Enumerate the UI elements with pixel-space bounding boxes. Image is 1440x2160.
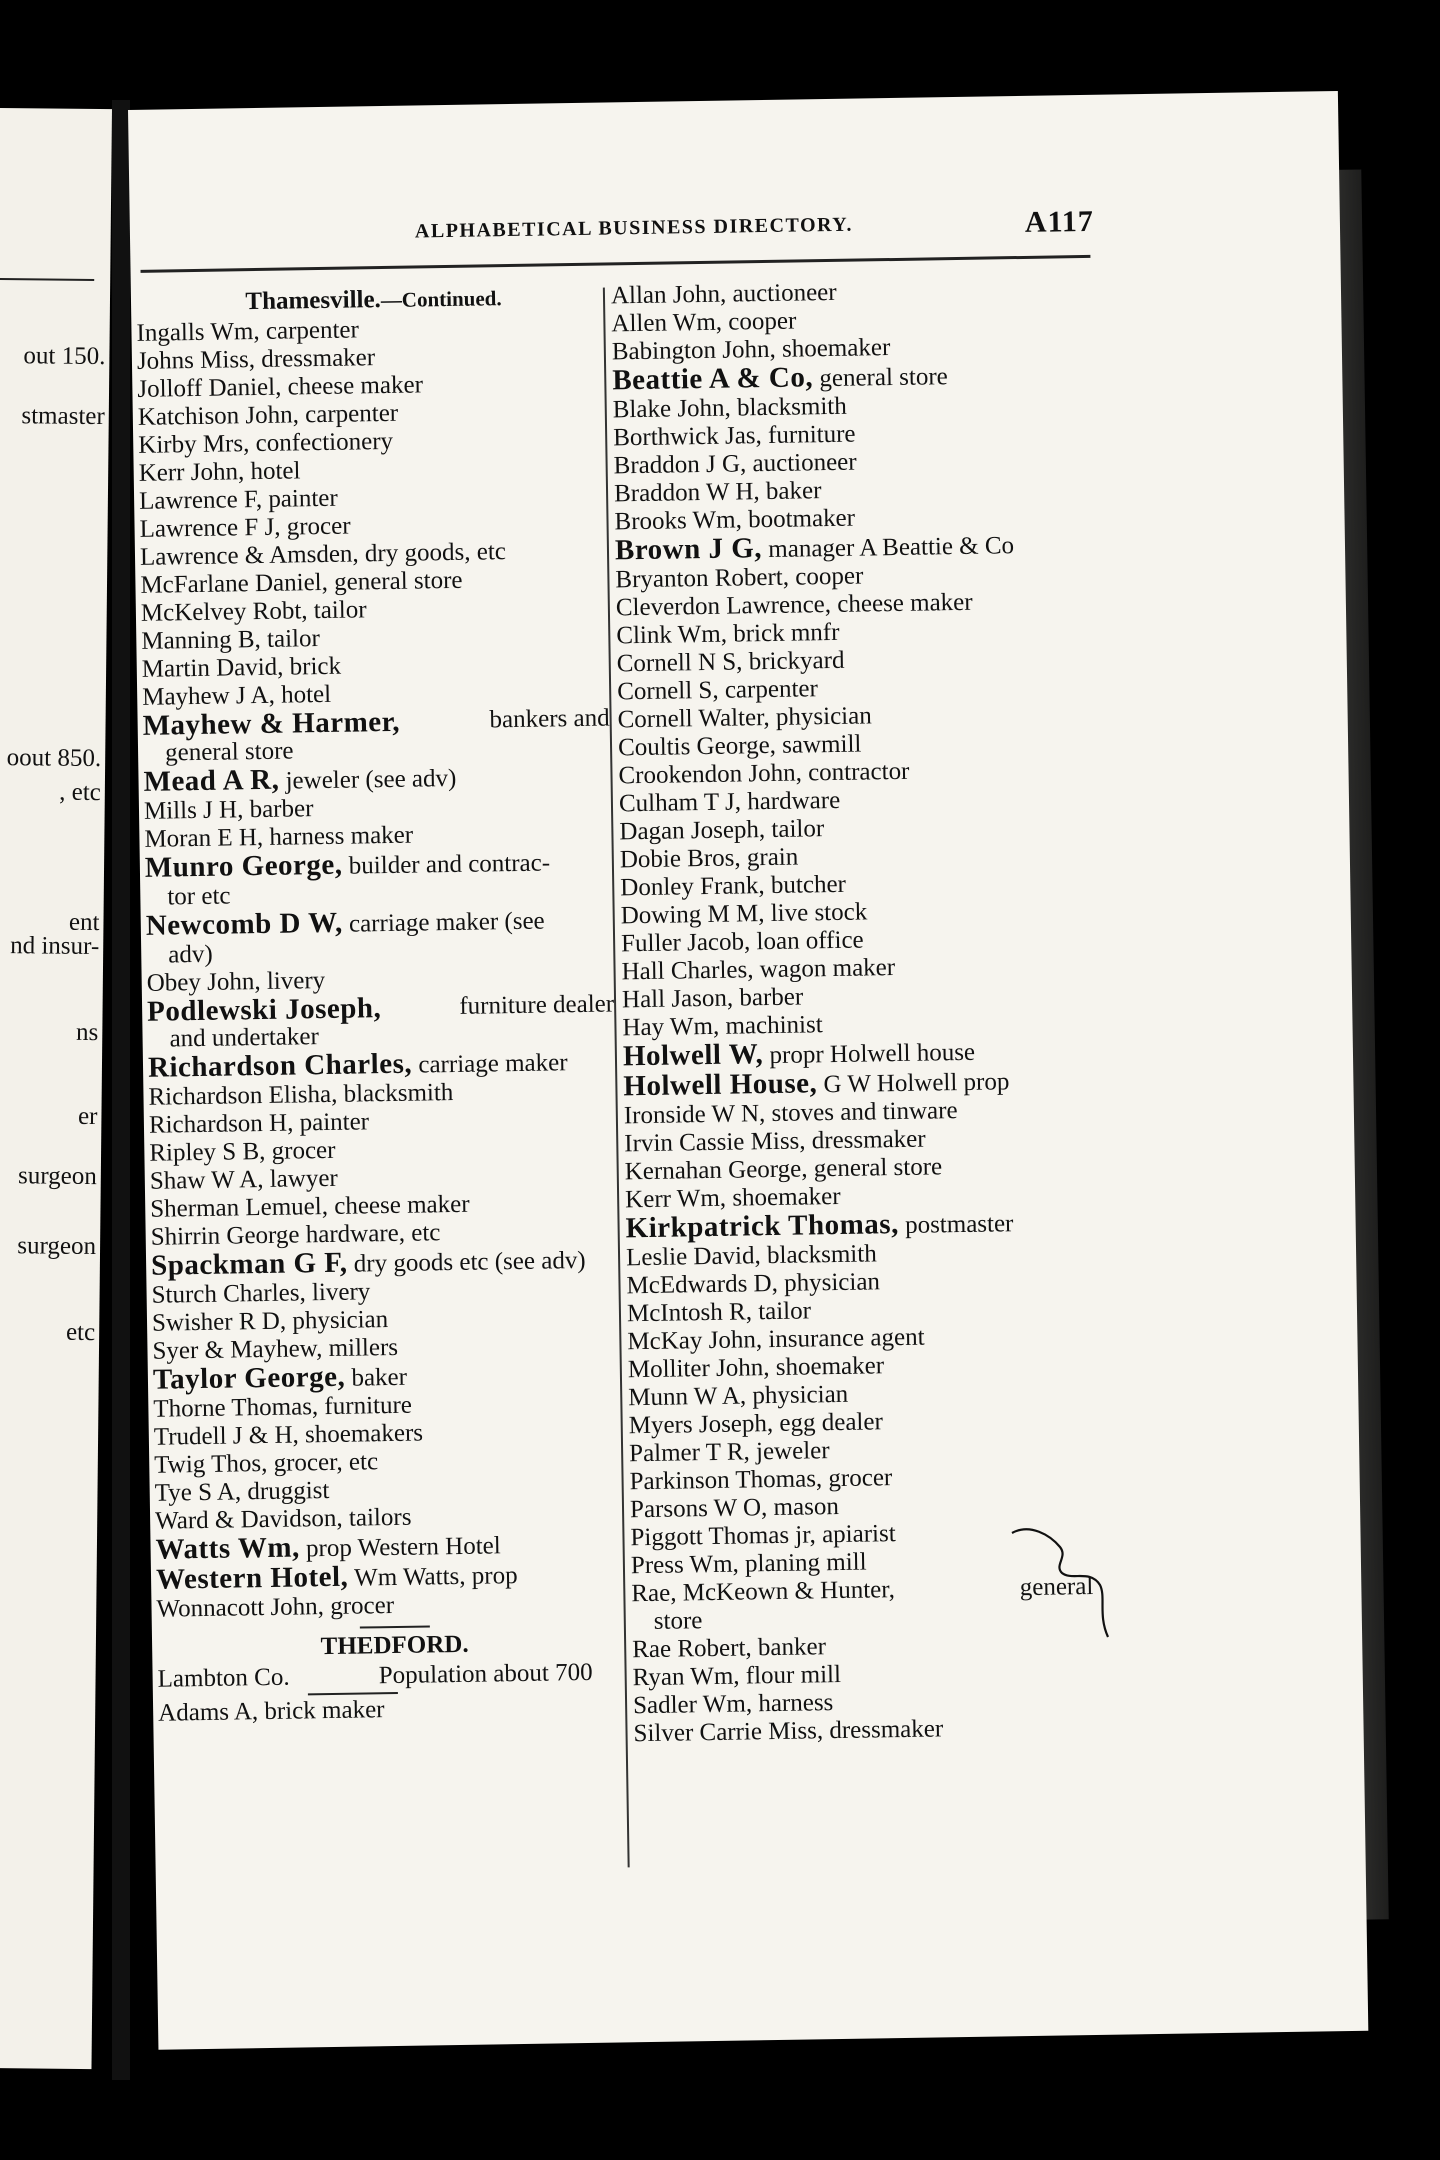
entry-name: Holwell House, bbox=[623, 1067, 818, 1103]
pen-squiggle-mark bbox=[1010, 1525, 1120, 1645]
entry-description: hardware bbox=[740, 786, 841, 816]
entry-description: insurance agent bbox=[761, 1323, 925, 1354]
entry-name: Dobie Bros, bbox=[619, 844, 741, 874]
entry-description: confectionery bbox=[249, 427, 394, 458]
left-page-fragment: out 150. bbox=[23, 342, 106, 371]
entry-name: Watts Wm, bbox=[155, 1531, 300, 1566]
entry-description: egg dealer bbox=[772, 1408, 884, 1438]
entry-name: Clink Wm, bbox=[616, 620, 728, 650]
section-rule bbox=[359, 1625, 429, 1628]
entry-name: Cornell S, bbox=[616, 676, 719, 706]
entry-name: Beattie A & Co, bbox=[612, 361, 814, 397]
directory-entry bbox=[146, 904, 622, 969]
entry-description: builder and contrac- bbox=[342, 849, 551, 880]
entry-description: barber bbox=[243, 795, 314, 824]
entry-description: cheese maker bbox=[281, 371, 424, 401]
entry-name: Braddon J G, bbox=[613, 450, 747, 480]
entry-description: livery bbox=[260, 967, 326, 996]
entry-name: McEdwards D, bbox=[626, 1269, 779, 1300]
entry-name: Molliter John, bbox=[627, 1354, 770, 1384]
entry-name: McIntosh R, bbox=[626, 1298, 753, 1328]
entry-name: Ripley S B, bbox=[149, 1137, 266, 1167]
left-facing-page bbox=[0, 108, 112, 2069]
entry-name: Allan John, bbox=[610, 280, 727, 310]
entry-name: Adams A, bbox=[157, 1698, 259, 1727]
entry-description: blacksmith bbox=[730, 392, 847, 422]
entry-name: Ironside W N, bbox=[623, 1100, 766, 1130]
left-page-rule bbox=[0, 278, 94, 281]
entry-description: mason bbox=[767, 1493, 840, 1522]
entry-description: tailor bbox=[764, 815, 825, 844]
entry-description: carpenter bbox=[718, 675, 819, 704]
entry-continuation: general store bbox=[164, 737, 294, 767]
entry-name: Hall Charles, bbox=[621, 956, 754, 986]
entry-description: general store bbox=[327, 566, 463, 596]
entry-name: Crookendon John, bbox=[618, 759, 803, 790]
entry-name: Twig Thos, bbox=[154, 1449, 268, 1479]
entry-description: carriage maker bbox=[411, 1049, 568, 1079]
entry-description: physician bbox=[769, 702, 872, 731]
entry-name: Irvin Cassie Miss, bbox=[624, 1127, 806, 1158]
entry-name: Palmer T R, bbox=[628, 1438, 750, 1468]
entry-name: Rae, McKeown & Hunter, bbox=[631, 1576, 896, 1608]
entry-description: blacksmith bbox=[337, 1079, 454, 1108]
entry-description: brick maker bbox=[257, 1696, 385, 1726]
entry-description: loan office bbox=[750, 926, 864, 956]
entry-name: Thorne Thomas, bbox=[153, 1393, 319, 1423]
left-page-fragment: oout 850. bbox=[6, 744, 102, 773]
entry-name: Munro George, bbox=[144, 848, 343, 884]
entry-description: cheese maker bbox=[830, 588, 973, 619]
left-entry-list bbox=[136, 312, 631, 1623]
town-name: Thamesville. bbox=[245, 286, 382, 316]
entry-description: barber bbox=[732, 983, 804, 1012]
entry-name: Newcomb D W, bbox=[145, 906, 343, 942]
entry-name: McKelvey Robt, bbox=[140, 597, 308, 627]
entry-description: banker bbox=[751, 1633, 827, 1662]
entry-name: Cornell N S, bbox=[616, 648, 743, 678]
entry-name: Munn W A, bbox=[628, 1382, 747, 1412]
entry-description: prop Western Hotel bbox=[299, 1532, 501, 1563]
entry-description: postmaster bbox=[898, 1210, 1014, 1240]
entry-name: Johns Miss, bbox=[136, 346, 256, 375]
entry-name: Lawrence & Amsden, bbox=[139, 540, 359, 571]
entry-description: shoemakers bbox=[298, 1419, 424, 1449]
entry-description: tailor bbox=[307, 596, 367, 625]
entry-description: hardware, etc bbox=[299, 1219, 441, 1249]
left-page-fragment: er bbox=[77, 1102, 98, 1131]
entry-name: Borthwick Jas, bbox=[612, 422, 763, 452]
entry-name: Silver Carrie Miss, bbox=[633, 1717, 824, 1748]
left-page-fragment: ns bbox=[75, 1018, 99, 1047]
entry-name: Mead A R, bbox=[143, 763, 280, 798]
entry-name: Fuller Jacob, bbox=[620, 928, 751, 958]
entry-name: Katchison John, bbox=[137, 401, 300, 431]
entry-name: Brown J G, bbox=[614, 532, 763, 567]
entry-description: jeweler (see adv) bbox=[279, 764, 457, 795]
entry-name: Bryanton Robert, bbox=[615, 563, 790, 594]
entry-description: baker bbox=[759, 477, 822, 506]
entry-name: Blake John, bbox=[612, 394, 732, 424]
entry-name: McKay John, bbox=[627, 1326, 763, 1356]
entry-name: Mills J H, bbox=[143, 796, 244, 825]
entry-description: dry goods, etc bbox=[358, 538, 507, 568]
entry-description: druggist bbox=[240, 1477, 330, 1506]
entry-name: Moran E H, bbox=[144, 823, 264, 853]
entry-name: Richardson H, bbox=[148, 1109, 294, 1139]
directory-entry bbox=[158, 1692, 633, 1727]
next-section-entry-list bbox=[158, 1692, 633, 1727]
entry-name: Trudell J & H, bbox=[153, 1421, 299, 1451]
entry-name: Kirkpatrick Thomas, bbox=[625, 1208, 900, 1245]
left-page-fragment: , etc bbox=[59, 778, 101, 807]
entry-name: Tye S A, bbox=[154, 1478, 242, 1507]
entry-name: Mayhew J A, bbox=[142, 681, 276, 711]
entry-name: Dowing M M, bbox=[620, 900, 765, 930]
entry-description: dressmaker bbox=[822, 1715, 944, 1745]
directory-entry bbox=[147, 990, 623, 1053]
entry-name: Podlewski Joseph, bbox=[146, 992, 382, 1028]
entry-name: Allen Wm, bbox=[611, 308, 723, 338]
entry-description: carriage maker (see bbox=[342, 907, 545, 938]
running-head: ALPHABETICAL BUSINESS DIRECTORY. bbox=[414, 213, 854, 243]
entry-description: furniture dealer bbox=[459, 990, 615, 1020]
entry-name: Myers Joseph, bbox=[628, 1410, 774, 1440]
entry-name: Western Hotel, bbox=[155, 1560, 349, 1596]
entry-description: brick bbox=[283, 652, 342, 681]
entry-name: Cornell Walter, bbox=[617, 703, 770, 734]
entry-name: Ingalls Wm, bbox=[136, 317, 260, 347]
book-gutter bbox=[112, 100, 130, 2080]
entry-name: Martin David, bbox=[141, 653, 284, 683]
entry-description: cooper bbox=[788, 562, 864, 591]
entry-description: Wm Watts, prop bbox=[348, 1562, 518, 1592]
entry-description: grocer bbox=[265, 1136, 336, 1165]
entry-name: Dagan Joseph, bbox=[619, 816, 766, 846]
entry-description: flour mill bbox=[739, 1660, 842, 1690]
entry-description: grain bbox=[740, 843, 799, 872]
entry-description: grocer bbox=[323, 1592, 395, 1621]
entry-name: Braddon W H, bbox=[613, 478, 760, 508]
entry-name: Kerr John, bbox=[138, 458, 245, 487]
entry-description: manager A Beattie & Co bbox=[761, 532, 1015, 564]
entry-name: Culham T J, bbox=[618, 788, 742, 818]
entry-description: cooper bbox=[721, 307, 797, 336]
entry-name: Manning B, bbox=[141, 625, 261, 655]
entry-name: Wonnacott John, bbox=[156, 1593, 325, 1623]
population-rule bbox=[308, 1692, 398, 1695]
entry-description: hotel bbox=[244, 457, 301, 486]
entry-description: furniture bbox=[317, 1391, 413, 1421]
entry-name: Kerr Wm, bbox=[624, 1184, 727, 1214]
entry-name: Shaw W A, bbox=[149, 1166, 264, 1195]
entry-description: bankers and bbox=[489, 704, 610, 734]
entry-description: livery bbox=[305, 1278, 371, 1307]
entry-description: propr Holwell house bbox=[763, 1038, 976, 1070]
entry-name: Parsons W O, bbox=[629, 1494, 768, 1524]
entry-continuation: and undertaker bbox=[169, 1023, 320, 1053]
entry-description: brick mnfr bbox=[726, 618, 840, 648]
directory-entry bbox=[145, 846, 621, 911]
entry-description: jeweler bbox=[749, 1437, 830, 1466]
entry-name: Piggott Thomas jr, bbox=[630, 1521, 817, 1552]
entry-description: cheese maker bbox=[327, 1190, 470, 1220]
entry-description: harness bbox=[751, 1689, 834, 1718]
entry-description: lawyer bbox=[263, 1164, 338, 1194]
entry-description: shoemaker bbox=[769, 1352, 885, 1382]
entry-description: grocer bbox=[821, 1464, 893, 1493]
entry-description: baker bbox=[345, 1363, 408, 1392]
entry-description: bootmaker bbox=[741, 504, 856, 534]
entry-description: grocer bbox=[280, 512, 351, 541]
page-number: A117 bbox=[1024, 204, 1095, 239]
entry-description: auctioneer bbox=[726, 278, 837, 308]
entry-description: carpenter bbox=[298, 399, 399, 429]
entry-name: McFarlane Daniel, bbox=[140, 568, 329, 599]
entry-name: Cleverdon Lawrence, bbox=[615, 591, 832, 622]
left-page-fragment: stmaster bbox=[21, 402, 105, 431]
entry-name: Lawrence F, bbox=[138, 485, 263, 515]
entry-description: stoves and tinware bbox=[765, 1097, 958, 1128]
entry-description: wagon maker bbox=[753, 954, 896, 984]
entry-continuation: tor etc bbox=[167, 882, 231, 911]
entry-name: Taylor George, bbox=[152, 1360, 346, 1396]
continued-label: —Continued. bbox=[380, 286, 502, 313]
entry-name: Ward & Davidson, bbox=[154, 1504, 343, 1535]
entry-description: millers bbox=[322, 1333, 399, 1363]
entry-description: contractor bbox=[801, 757, 910, 787]
entry-name: Hay Wm, bbox=[622, 1012, 720, 1042]
entry-description: general store bbox=[812, 363, 948, 393]
entry-description: blacksmith bbox=[760, 1240, 877, 1270]
population: Population about 700 bbox=[378, 1658, 593, 1690]
entry-name: Mayhew & Harmer, bbox=[142, 705, 401, 742]
entry-description: apiarist bbox=[815, 1520, 896, 1549]
entry-description: live stock bbox=[764, 898, 868, 928]
entry-name: Obey John, bbox=[146, 968, 261, 997]
entry-name: Coultis George, bbox=[617, 731, 777, 762]
header-rule bbox=[141, 255, 1091, 273]
left-column bbox=[136, 282, 634, 1727]
entry-description: dressmaker bbox=[254, 344, 376, 374]
entry-name: Swisher R D, bbox=[151, 1307, 287, 1337]
entry-name: Parkinson Thomas, bbox=[629, 1465, 823, 1496]
county-name: Lambton Co. bbox=[157, 1663, 290, 1693]
entry-description: hotel bbox=[274, 680, 332, 709]
entry-name: Press Wm, bbox=[630, 1550, 740, 1580]
entry-name: Holwell W, bbox=[622, 1038, 764, 1073]
directory-entry bbox=[633, 1713, 1103, 1748]
entry-name: Kernahan George, bbox=[624, 1155, 808, 1186]
entry-description: shoemaker bbox=[775, 334, 891, 363]
entry-description: physician bbox=[777, 1268, 881, 1297]
entry-description: carpenter bbox=[259, 316, 360, 345]
left-page-fragment: surgeon bbox=[17, 1232, 97, 1261]
left-page-fragment: etc bbox=[65, 1318, 96, 1347]
directory-page bbox=[128, 91, 1368, 2050]
entry-name: Syer & Mayhew, bbox=[152, 1335, 323, 1365]
entry-description: painter bbox=[261, 484, 338, 513]
entry-name: Hall Jason, bbox=[621, 984, 734, 1014]
entry-description: auctioneer bbox=[746, 448, 857, 478]
entry-name: Richardson Charles, bbox=[147, 1047, 413, 1084]
entry-continuation: store bbox=[653, 1607, 703, 1635]
entry-description: sawmill bbox=[775, 730, 862, 759]
entry-name: Babington John, bbox=[611, 335, 776, 366]
entry-description: dressmaker bbox=[805, 1125, 926, 1155]
entry-description: butcher bbox=[764, 870, 847, 900]
directory-entry bbox=[142, 704, 618, 767]
entry-description: tailors bbox=[342, 1503, 412, 1532]
entry-description: machinist bbox=[719, 1011, 823, 1040]
entry-description: general store bbox=[807, 1153, 943, 1183]
entry-description: tailor bbox=[751, 1297, 812, 1326]
entry-name: Leslie David, bbox=[625, 1242, 761, 1272]
entry-description: tailor bbox=[260, 625, 321, 653]
entry-description: harness maker bbox=[262, 821, 414, 851]
entry-description: physician bbox=[745, 1380, 849, 1410]
entry-description: grocer, etc bbox=[267, 1448, 379, 1477]
entry-name: Kirby Mrs, bbox=[138, 430, 250, 459]
entry-name: Spackman G F, bbox=[150, 1246, 348, 1282]
entry-name: Ryan Wm, bbox=[632, 1662, 740, 1692]
entry-description: furniture bbox=[761, 420, 856, 450]
entry-description: shoemaker bbox=[725, 1182, 841, 1212]
entry-description: dry goods etc (see adv) bbox=[347, 1246, 586, 1278]
entry-description: physician bbox=[285, 1306, 389, 1335]
entry-description: brickyard bbox=[742, 646, 845, 676]
entry-description: planing mill bbox=[738, 1548, 867, 1578]
entry-name: Sturch Charles, bbox=[151, 1279, 306, 1309]
entry-name: Shirrin George bbox=[150, 1221, 300, 1251]
entry-description: G W Holwell prop bbox=[817, 1068, 1010, 1099]
entry-continuation: adv) bbox=[168, 940, 213, 969]
entry-name: Lawrence F J, bbox=[139, 513, 281, 543]
entry-name: Jolloff Daniel, bbox=[137, 373, 282, 403]
entry-name: Sadler Wm, bbox=[632, 1690, 753, 1720]
entry-name: Sherman Lemuel, bbox=[150, 1192, 329, 1223]
entry-name: Richardson Elisha, bbox=[148, 1080, 338, 1111]
next-town-heading: THEDFORD. bbox=[320, 1630, 469, 1661]
entry-name: Donley Frank, bbox=[620, 872, 765, 902]
left-page-fragment: nd insur- bbox=[10, 932, 100, 961]
entry-description: painter bbox=[293, 1108, 370, 1137]
entry-name: Brooks Wm, bbox=[614, 506, 743, 536]
entry-description: general bbox=[1019, 1573, 1094, 1602]
left-page-fragment: ent bbox=[68, 908, 100, 937]
entry-name: Rae Robert, bbox=[632, 1634, 752, 1664]
left-page-fragment: surgeon bbox=[17, 1162, 97, 1191]
